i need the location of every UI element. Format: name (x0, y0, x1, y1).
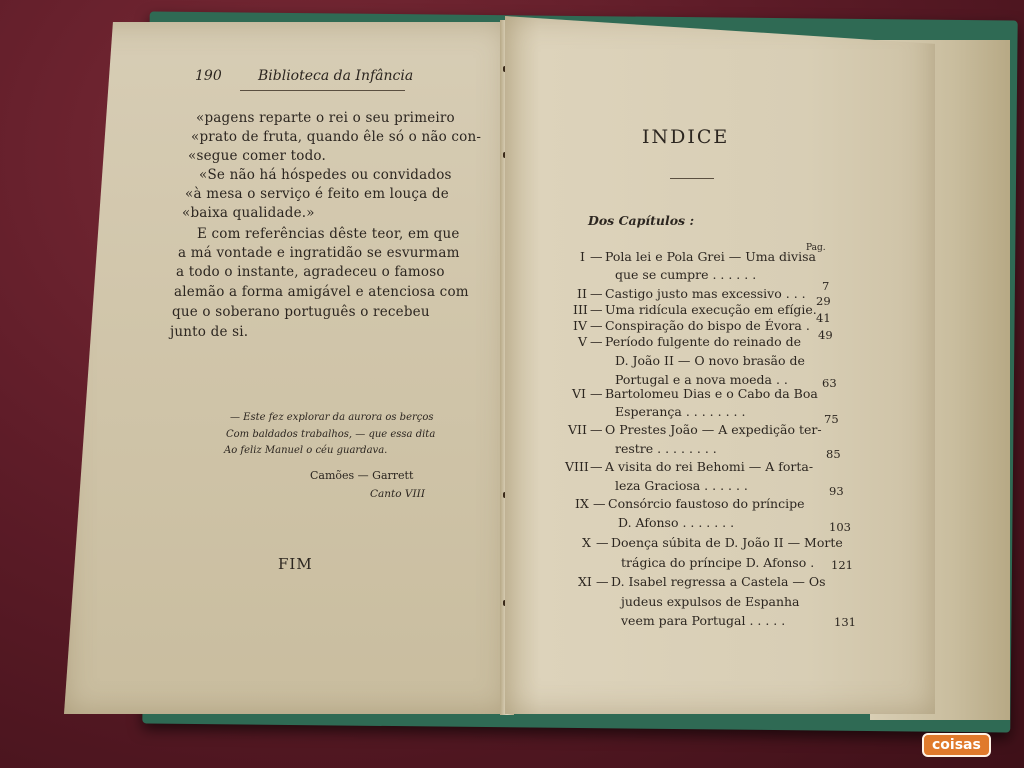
chapter-number: I (580, 249, 585, 264)
chapter-page: 7 (822, 279, 830, 293)
chapter-title-line: Período fulgente do reinado de (605, 334, 802, 349)
chapter-title-line: judeus expulsos de Espanha (621, 594, 800, 609)
chapter-title-line: leza Graciosa . . . . . . (615, 478, 748, 493)
chapter-title-line: Conspiração do bispo de Évora . (605, 318, 810, 333)
chapter-number: XI (578, 574, 592, 589)
chapter-page: 93 (829, 484, 844, 498)
text-line: que o soberano português o recebeu (172, 304, 430, 320)
chapter-title-line: D. Afonso . . . . . . . (618, 515, 735, 530)
chapter-page: 75 (824, 412, 839, 426)
page-column-label: Pag. (806, 243, 826, 253)
header-rule (240, 90, 405, 91)
poem-attribution: Camões — Garrett (310, 469, 414, 482)
chapter-title-line: veem para Portugal . . . . . (621, 613, 786, 628)
text-line: «pagens reparte o rei o seu primeiro (196, 110, 455, 126)
chapter-page: 121 (831, 558, 853, 572)
text-line: «Se não há hóspedes ou convidados (199, 167, 452, 183)
chapter-title-line: restre . . . . . . . . (615, 441, 717, 456)
chapter-title-line: Doença súbita de D. João II — Morte (611, 535, 843, 550)
chapter-title-line: Consórcio faustoso do príncipe (608, 496, 805, 511)
chapter-title-line: D. Isabel regressa a Castela — Os (611, 574, 826, 589)
chapter-number: VII (568, 422, 587, 437)
index-title: INDICE (642, 126, 730, 148)
text-line: «segue comer todo. (188, 148, 326, 164)
page-number: 190 (195, 68, 222, 84)
chapter-title-line: Pola lei e Pola Grei — Uma divisa (605, 249, 816, 264)
chapter-number: III (573, 302, 588, 317)
chapter-title-line: O Prestes João — A expedição ter- (605, 422, 822, 437)
chapter-title-line: Uma ridícula execução em efígie. (605, 302, 817, 317)
index-subtitle: Dos Capítulos : (588, 213, 695, 228)
chapter-title-line: A visita do rei Behomi — A forta- (605, 459, 814, 474)
chapter-title-line: Castigo justo mas excessivo . . . (605, 286, 806, 301)
watermark-logo: coisas (922, 733, 991, 757)
poem-line: — Este fez explorar da aurora os berços (230, 412, 434, 423)
chapter-title-line: trágica do príncipe D. Afonso . (621, 555, 815, 570)
chapter-number: IV (573, 318, 587, 333)
chapter-page: 29 (816, 294, 831, 308)
text-line: a todo o instante, agradeceu o famoso (176, 264, 445, 280)
text-line: alemão a forma amigável e atenciosa com (174, 284, 469, 300)
running-head: Biblioteca da Infância (258, 68, 414, 84)
text-line: «à mesa o serviço é feito em louça de (185, 186, 449, 202)
text-line: junto de si. (170, 324, 249, 340)
chapter-title-line: Bartolomeu Dias e o Cabo da Boa (605, 386, 818, 401)
chapter-page: 63 (822, 376, 837, 390)
chapter-title-line: D. João II — O novo brasão de (615, 353, 805, 368)
chapter-page: 131 (834, 615, 856, 629)
chapter-number: V (578, 334, 588, 349)
canto-reference: Canto VIII (370, 488, 425, 500)
chapter-page: 85 (826, 447, 841, 461)
poem-line: Com baldados trabalhos, — que essa dita (226, 429, 436, 440)
chapter-number: VI (572, 386, 586, 401)
chapter-number: VIII (565, 459, 589, 474)
end-mark: FIM (278, 555, 313, 573)
text-line: «baixa qualidade.» (182, 205, 315, 221)
chapter-page: 41 (816, 311, 831, 325)
chapter-page: 103 (829, 520, 851, 534)
chapter-number: II (577, 286, 587, 301)
title-rule (670, 178, 714, 179)
chapter-number: IX (575, 496, 589, 511)
text-line: a má vontade e ingratidão se esvurmam (178, 245, 460, 261)
chapter-title-line: que se cumpre . . . . . . (615, 267, 757, 282)
poem-line: Ao feliz Manuel o céu guardava. (224, 445, 388, 456)
chapter-number: X (582, 535, 591, 550)
text-line: E com referências dêste teor, em que (197, 226, 460, 242)
chapter-title-line: Esperança . . . . . . . . (615, 404, 746, 419)
text-line: «prato de fruta, quando êle só o não con- (191, 129, 482, 145)
chapter-title-line: Portugal e a nova moeda . . (615, 372, 788, 387)
chapter-page: 49 (818, 328, 833, 342)
